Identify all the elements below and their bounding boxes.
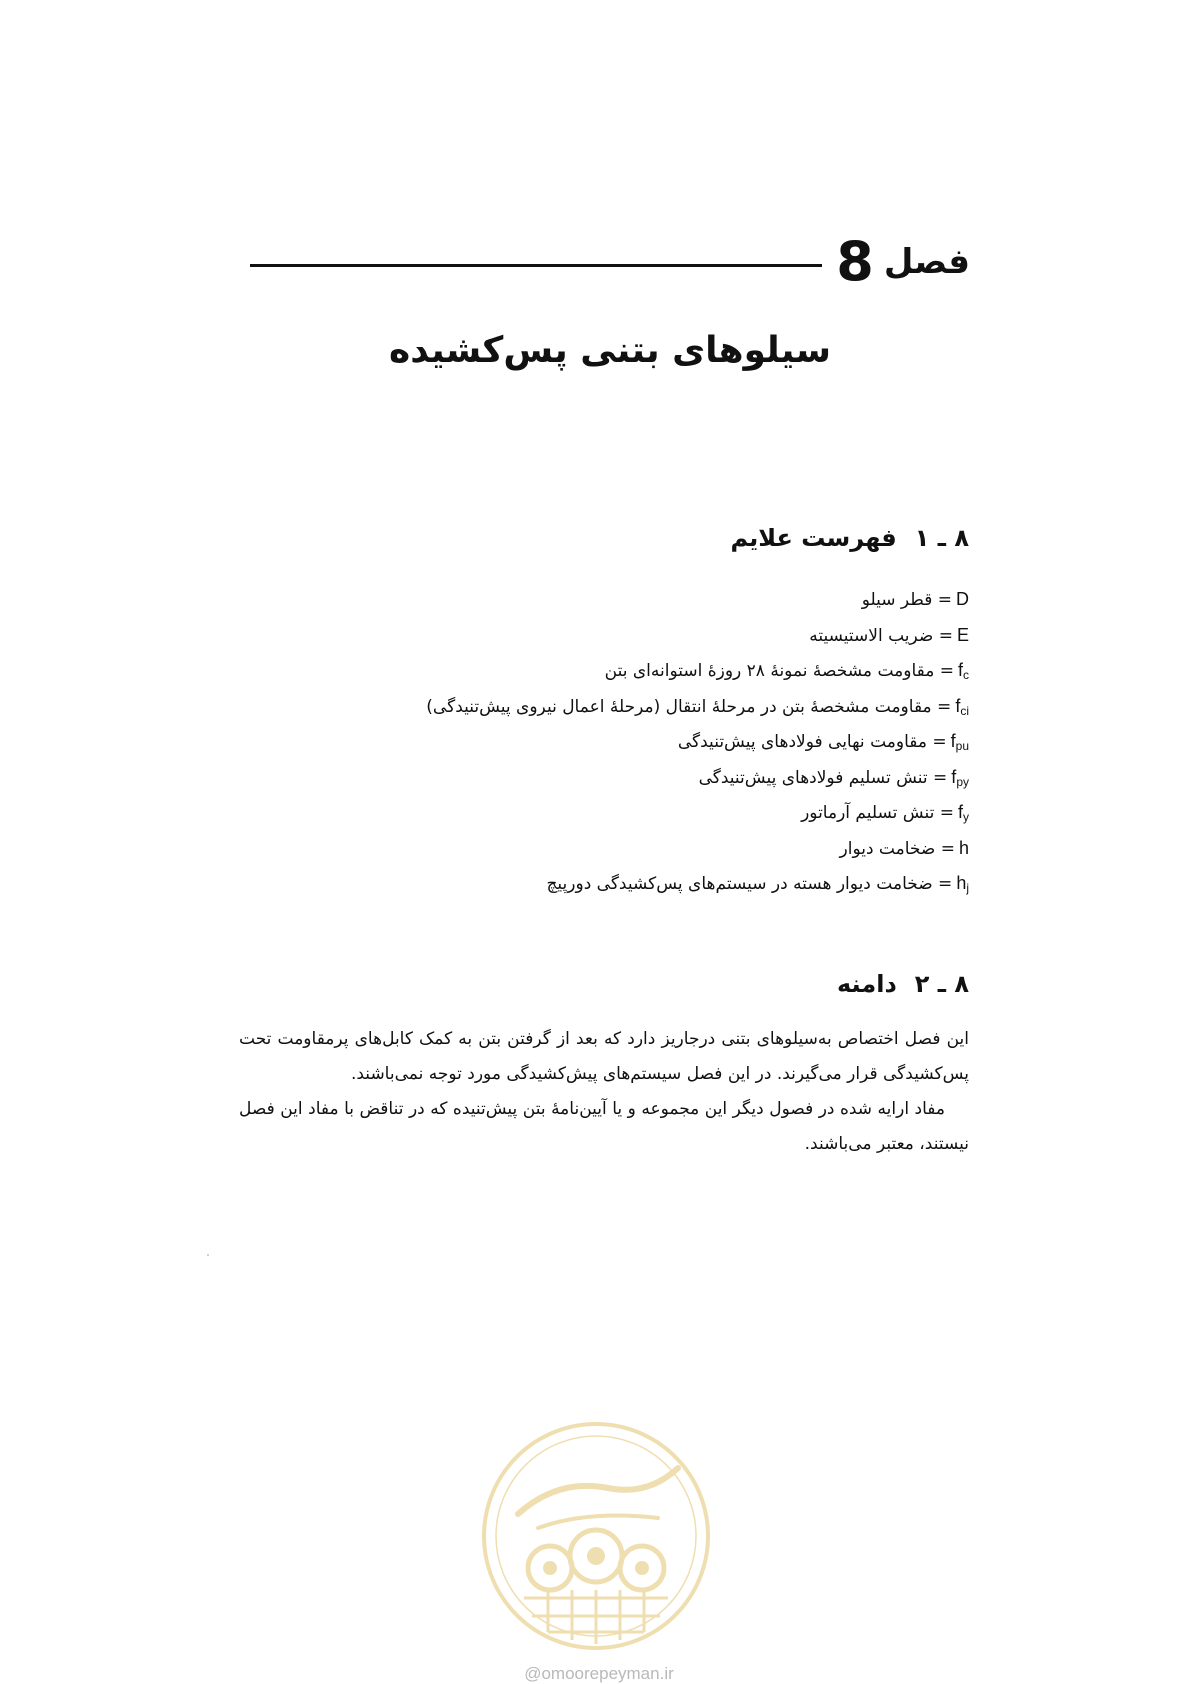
- symbol: $f_c$: [957, 660, 969, 682]
- symbol-description: = مقاومت مشخصهٔ نمونهٔ ۲۸ روزهٔ استوانه‌ای بتن: [604, 661, 954, 681]
- symbol: $f_{py}$: [951, 766, 969, 789]
- symbol-description: = ضریب الاستیسیته: [809, 625, 953, 646]
- symbol: $f_{pu}$: [950, 731, 969, 753]
- symbol-description: = قطر سیلو: [861, 590, 952, 610]
- section-title: دامنه: [837, 970, 897, 998]
- symbol: $h_j$: [956, 873, 969, 895]
- symbol-item: [249, 653, 969, 689]
- chapter-rule: [250, 264, 822, 267]
- symbol-item: [249, 689, 969, 725]
- paragraph: مفاد ارایه شده در فصول دیگر این مجموعه و یا آیین‌نامهٔ بتن پیش‌تنیده که در تناقض با مفاد این فصل نیستند، معتبر می‌باشند.: [239, 1099, 969, 1154]
- section-heading-symbols: [730, 524, 969, 552]
- chapter-header: [250, 232, 970, 292]
- symbol-description: = مقاومت مشخصهٔ بتن در مرحلهٔ انتقال (مرحلهٔ اعمال نیروی پیش‌تنیدگی): [426, 696, 952, 717]
- symbol-item: [249, 795, 969, 831]
- symbol-item: [249, 724, 969, 760]
- symbol: E: [956, 624, 969, 645]
- chapter-number: 8: [836, 230, 874, 293]
- symbol-description: = تنش تسلیم آرماتور: [801, 803, 954, 823]
- symbol-item: [249, 618, 969, 654]
- section-number: ۸ ـ ۱: [914, 524, 969, 552]
- section-heading-scope: [837, 970, 969, 998]
- symbol: h: [958, 837, 969, 858]
- chapter-word: فصل: [883, 242, 970, 282]
- scope-body: [239, 1022, 969, 1162]
- symbols-list: [249, 582, 969, 902]
- symbol-item: [249, 866, 969, 902]
- paragraph: این فصل اختصاص به‌سیلوهای بتنی درجاریز دارد که بعد از گرفتن بتن به کمک کابل‌های پرمقاومت تحت پس‌کشیدگی قرار می‌گیرند. در این فصل سیستم‌های پیش‌کشیدگی مورد توجه نمی‌باشند.: [239, 1029, 969, 1084]
- watermark-site: @omoorepeyman.ir: [524, 1664, 674, 1683]
- symbol: D: [956, 589, 969, 609]
- symbol-description: = ضخامت دیوار: [839, 838, 955, 859]
- symbol: $f_y$: [957, 802, 969, 824]
- section-title: فهرست علایم: [730, 524, 897, 552]
- symbol: $f_{ci}$: [955, 695, 969, 718]
- symbol-description: = مقاومت نهایی فولادهای پیش‌تنیدگی: [677, 732, 947, 752]
- symbol-item: [249, 582, 969, 618]
- symbol-description: = تنش تسلیم فولادهای پیش‌تنیدگی: [698, 767, 948, 788]
- speck-mark: [207, 1254, 209, 1256]
- section-number: ۸ ـ ۲: [914, 970, 969, 998]
- symbol-item: [249, 760, 969, 796]
- symbol-item: [249, 831, 969, 867]
- symbol-description: = ضخامت دیوار هسته در سیستم‌های پس‌کشیدگی دورپیچ: [546, 874, 953, 894]
- watermark-seal-icon: [478, 1418, 714, 1654]
- chapter-title: سیلوهای بتنی پس‌کشیده: [389, 330, 831, 371]
